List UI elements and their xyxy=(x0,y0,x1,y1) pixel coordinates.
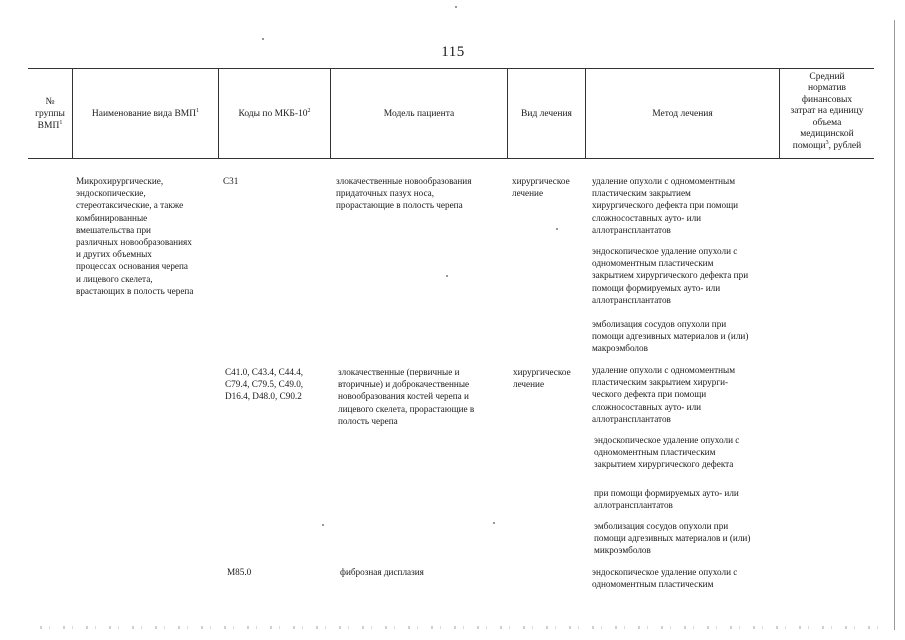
scan-speck xyxy=(446,275,448,277)
scan-speck xyxy=(455,6,457,8)
header-treatment-method: Метод лечения xyxy=(652,108,713,119)
page-edge xyxy=(894,20,895,630)
header-icd-codes: Коды по МКБ-$10^2$ xyxy=(238,107,311,119)
row2-method-2b: при помощи формируемых ауто- или аллотрансплантатов xyxy=(594,488,739,511)
row2-method-2a: эндоскопическое удаление опухоли с одномоментным пластическим закрытием хирургического дефекта xyxy=(594,435,740,470)
scan-speck xyxy=(493,522,495,524)
scan-speck xyxy=(322,524,324,526)
header-average-cost: Средний норматив финансовых затрат на единицу объема медицинской помощи$^3$, рублей xyxy=(790,71,864,151)
row3-patient-model: фиброзная дисплазия xyxy=(340,567,424,577)
group-line1: № xyxy=(45,96,55,107)
vmp-name-text: Микрохирургические, эндоскопические, стереотаксические, а также комбинированные вмешательства при различных новообразованиях и других объемных процессах основания черепа и лицевого скелета, врастающих в полость черепа xyxy=(76,176,194,296)
header-group-number xyxy=(28,69,72,158)
row2-icd-codes: C41.0, C43.4, C44.4, C79.4, C79.5, C49.0, D16.4, D48.0, C90.2 xyxy=(225,367,304,402)
row1-icd-codes: C31 xyxy=(223,176,239,186)
row1-method-3: эмболизация сосудов опухоли при помощи адгезивных материалов и (или) макроэмболов xyxy=(592,319,749,354)
scan-speck xyxy=(262,38,264,40)
header-treatment-type: Вид лечения xyxy=(521,108,572,119)
row2-patient-model: злокачественные (первичные и вторичные) и доброкачественные новообразования костей черепа и лицевого скелета, прорастающие в полость черепа xyxy=(338,367,475,426)
group-line2: группы xyxy=(35,108,65,119)
row2-method-3: эмболизация сосудов опухоли при помощи адгезивных материалов и (или) микроэмболов xyxy=(594,521,751,556)
row3-icd-codes: M85.0 xyxy=(227,567,252,577)
scan-noise-strip xyxy=(40,626,890,629)
header-patient-model: Модель пациента xyxy=(383,108,455,119)
row1-treatment-type: хирургическое лечение xyxy=(512,176,570,199)
row1-method-2: эндоскопическое удаление опухоли с одномоментным пластическим закрытием хирургического дефекта при помощи формируемых ауто- или аллотрансплантатов xyxy=(592,246,749,305)
row1-patient-model: злокачественные новообразования придаточных пазух носа, прорастающие в полость черепа xyxy=(336,176,472,211)
row2-method-1: удаление опухоли с одномоментным пластическим закрытием хирурги- ческого дефекта при помощи сложносоставных ауто- или аллотрансплантатов xyxy=(592,365,736,424)
row2-treatment-type: хирургическое лечение xyxy=(513,367,571,390)
header-vmp-name: Наименование вида ВМП$^1$ xyxy=(91,107,200,119)
row1-method-1: удаление опухоли с одномоментным пластическим закрытием хирургического дефекта при помощи сложносоставных ауто- или аллотрансплантатов xyxy=(592,176,739,235)
page-number: 115 xyxy=(441,44,465,60)
scan-speck xyxy=(556,228,558,230)
header-bottom-rule xyxy=(28,158,874,159)
group-line3: ВМП$^1$ xyxy=(37,119,63,131)
row3-method-1: эндоскопическое удаление опухоли с одномоментным пластическим xyxy=(592,567,738,590)
